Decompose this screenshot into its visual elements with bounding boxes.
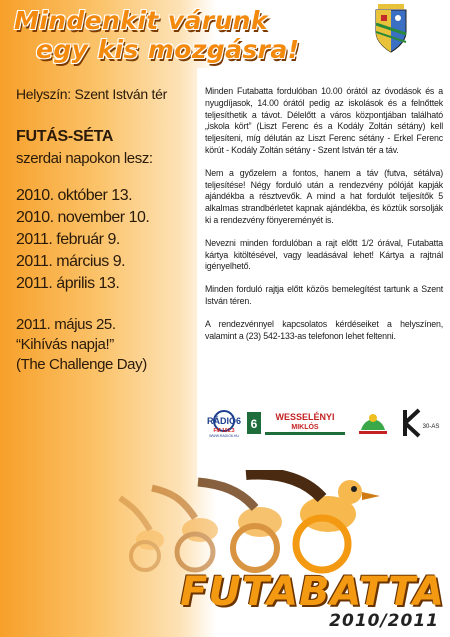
svg-text:30-AS: 30-AS xyxy=(422,424,440,430)
coat-of-arms-icon xyxy=(372,4,410,54)
venue-text: Helyszín: Szent István tér xyxy=(16,86,167,102)
green-emblem-logo xyxy=(355,408,391,438)
headline-line-1: Mindenkit várunk xyxy=(14,6,268,35)
paragraph: Nem a győzelem a fontos, hanem a táv (futva, sétálva) teljesítése! Négy forduló után a rendezvény pólóját kapják ajándékba a résztvevők. A mind a hat fordulót teljesítők 5 alkalmas strandbérletet kapnak ajándékba, és köztük sorsolják ki a rendezvény fönyereményét is. xyxy=(205,167,443,225)
brand-season: 2010/2011 xyxy=(329,611,439,631)
wesselenyi-logo xyxy=(247,408,347,438)
body-text xyxy=(205,86,443,353)
k-logo xyxy=(401,408,443,438)
brand-footer xyxy=(105,569,445,631)
svg-text:WESSELÉNYI: WESSELÉNYI xyxy=(275,412,335,422)
paragraph: A rendezvénnyel kapcsolatos kérdéseiket a helyszínen, valamint a (23) 542-133-as telefonon lehet feltenni. xyxy=(205,318,443,341)
svg-text:FM 101.3: FM 101.3 xyxy=(213,428,235,434)
schedule-column xyxy=(16,86,196,375)
brand-name: FUTABATTA xyxy=(180,569,445,615)
svg-text:6: 6 xyxy=(250,417,258,431)
paragraph: Minden Futabatta fordulóban 10.00 órától az óvodások és a nyugdíjasok, 14.00 órától pedig az iskolások és a felnőttek teljesíthetik a távot. Délelőtt a város központjában található „iskola kört” (Liszt Ferenc és a Kodály Zoltán sétány) kell teljesíteni, míg délután az Liszt Ferenc sétány - Erkel Ferenc körút - Kodály Zoltán sétány - Szent István tér a táv. xyxy=(205,86,443,155)
headline xyxy=(14,6,354,64)
paragraph: Nevezni minden fordulóban a rajt előtt 1/2 órával, Futabatta kártya kitöltésével, vagy leadásával lehet! Kártya a rajtnál igényelhető. xyxy=(205,237,443,272)
paragraph: Minden forduló rajtja előtt közös bemelegítést tartunk a Szent István téren. xyxy=(205,284,443,306)
date-item: 2010. október 13. xyxy=(16,187,133,204)
final-name: “Kihívás napja!” xyxy=(16,336,114,353)
final-date: 2011. május 25. xyxy=(16,316,116,333)
event-title: FUTÁS-SÉTA xyxy=(16,128,114,145)
svg-text:WWW.RADIO6.HU: WWW.RADIO6.HU xyxy=(209,434,239,438)
date-item: 2010. november 10. xyxy=(16,209,150,226)
date-item: 2011. március 9. xyxy=(16,253,126,270)
final-name-en: (The Challenge Day) xyxy=(16,356,147,373)
svg-text:RÁDIÓ6: RÁDIÓ6 xyxy=(207,416,241,426)
running-birds-illustration xyxy=(90,470,390,580)
headline-line-2: egy kis mozgásra! xyxy=(36,35,300,64)
date-list xyxy=(16,185,196,295)
sponsor-logos xyxy=(205,408,445,438)
date-item: 2011. április 13. xyxy=(16,275,120,292)
svg-text:MIKLÓS: MIKLÓS xyxy=(291,424,319,431)
radio6-logo xyxy=(207,408,241,438)
date-item: 2011. február 9. xyxy=(16,231,120,248)
event-subtitle: szerdai napokon lesz: xyxy=(16,150,153,167)
challenge-day-block xyxy=(16,315,196,375)
